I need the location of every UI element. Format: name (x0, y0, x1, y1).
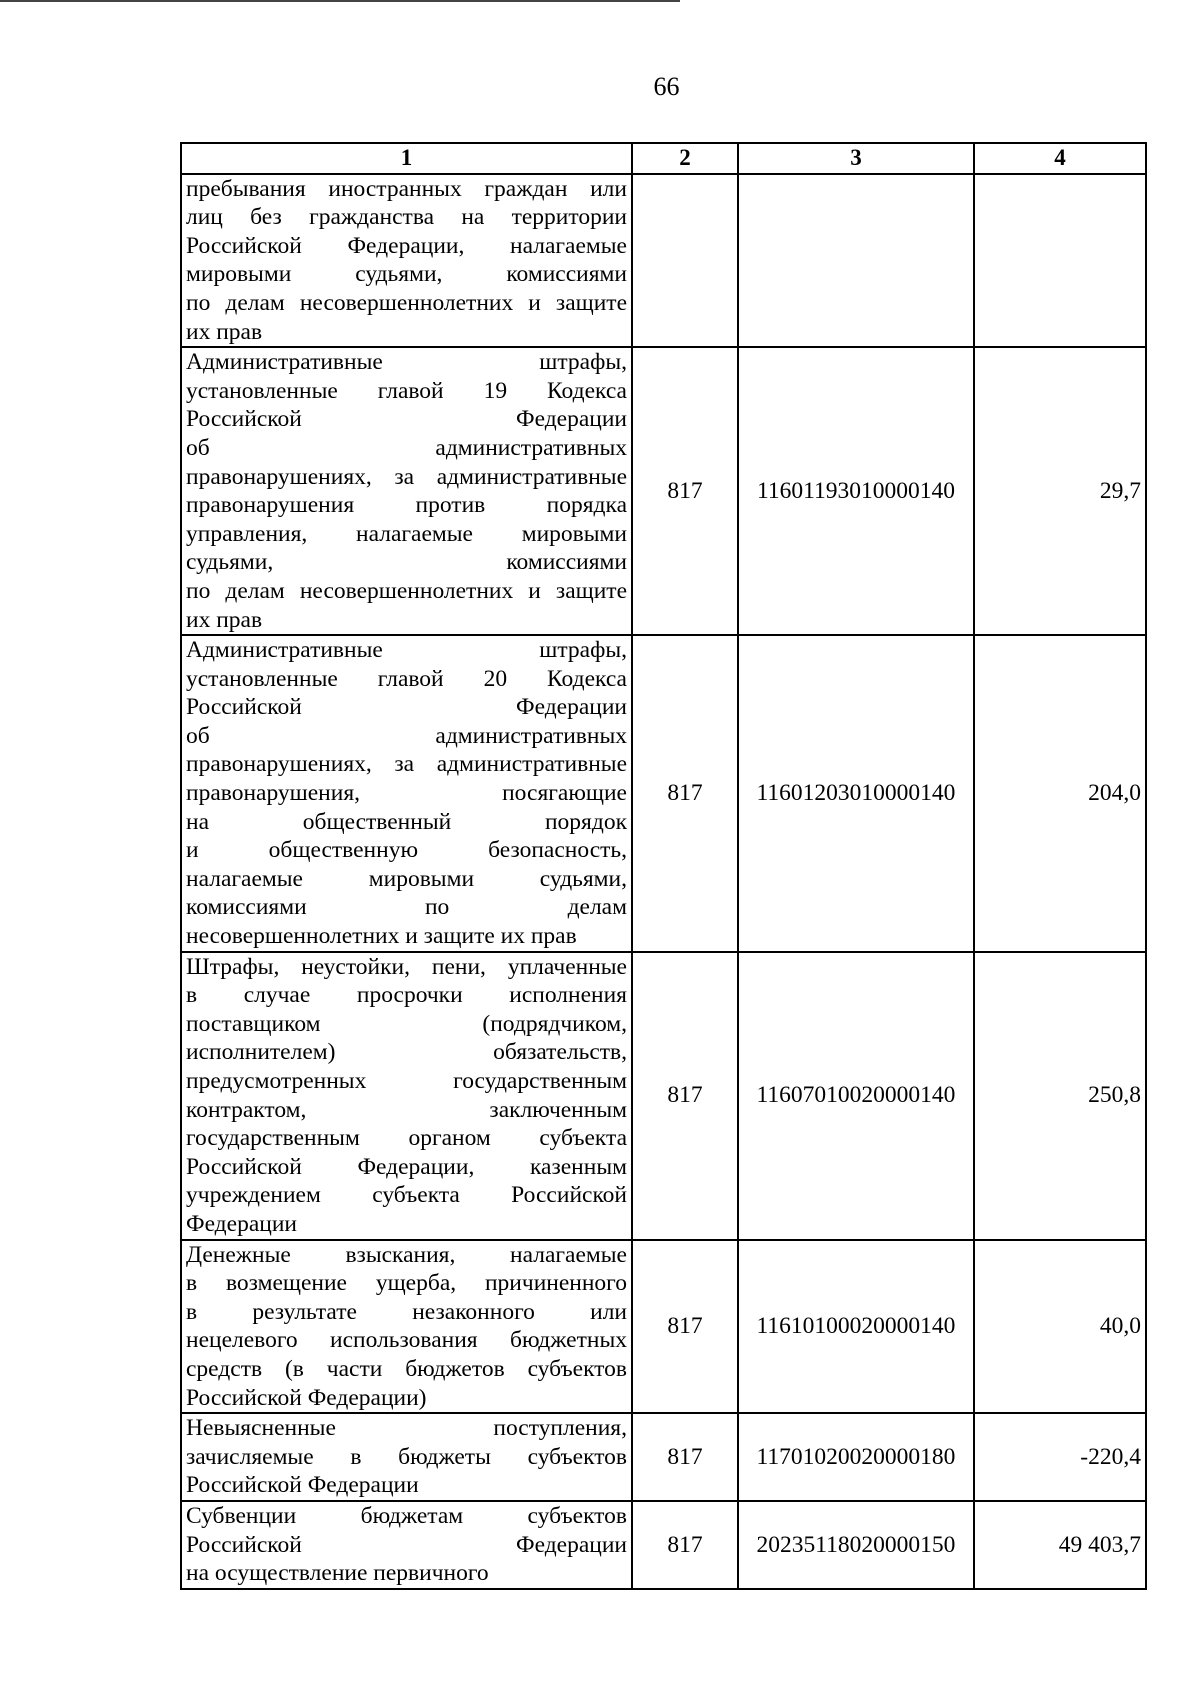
description-line: Российской Федерации (186, 406, 627, 433)
top-rule (0, 0, 680, 2)
table-row (181, 1413, 1146, 1501)
amount: -220,4 (974, 1413, 1146, 1501)
budget-classification-code: 11601203010000140 (738, 635, 974, 952)
amount: 29,7 (974, 347, 1146, 635)
description-line: на общественный порядок (186, 808, 627, 835)
admin-code: 817 (632, 1413, 738, 1501)
row-description (181, 1413, 632, 1501)
description-line: Российской Федерации) (186, 1384, 427, 1411)
amount: 49 403,7 (974, 1501, 1146, 1589)
row-description (181, 952, 632, 1240)
admin-code: 817 (632, 635, 738, 952)
admin-code (632, 174, 738, 348)
row-description (181, 1501, 632, 1589)
description-line: пребывания иностранных граждан или (186, 175, 627, 202)
description-line: на осуществление первичного (186, 1560, 489, 1587)
column-header-3: 3 (738, 143, 974, 174)
description-line: установленные главой 19 Кодекса (186, 377, 627, 404)
description-line: правонарушениях, за административные (186, 463, 627, 490)
description-line: предусмотренных государственным (186, 1068, 627, 1094)
description-line: в результате незаконного или (186, 1298, 627, 1325)
description-line: учреждением субъекта Российской (186, 1182, 627, 1209)
description-line: в возмещение ущерба, причиненного (186, 1270, 627, 1297)
budget-classification-code: 11601193010000140 (738, 347, 974, 635)
row-description (181, 347, 632, 635)
description-line: Российской Федерации (186, 1472, 419, 1499)
description-line: несовершеннолетних и защите их прав (186, 923, 577, 950)
description-line: Административные штрафы, (186, 349, 627, 376)
table-header-row (181, 143, 1146, 174)
column-header-1: 1 (181, 143, 632, 174)
table-row (181, 635, 1146, 952)
page-number: 66 (653, 72, 680, 101)
table-row (181, 1501, 1146, 1589)
description-line: их прав (186, 606, 263, 633)
description-line: Административные штрафы, (186, 637, 627, 664)
description-line: Штрафы, неустойки, пени, уплаченные (186, 953, 627, 980)
description-line: правонарушения против порядка (186, 492, 627, 519)
description-line: Российской Федерации (186, 694, 627, 721)
description-line: Денежные взыскания, налагаемые (186, 1241, 627, 1268)
description-line: государственным органом субъекта (186, 1125, 627, 1152)
description-line: по делам несовершеннолетних и защите (186, 289, 627, 316)
row-description (181, 1240, 632, 1414)
table-row (181, 952, 1146, 1240)
description-line: Субвенции бюджетам субъектов (186, 1502, 627, 1529)
table-body (181, 174, 1146, 1589)
table-row (181, 347, 1146, 635)
description-line: комиссиями по делам (186, 894, 627, 921)
description-line: поставщиком (подрядчиком, (186, 1010, 627, 1037)
budget-classification-code: 11607010020000140 (738, 952, 974, 1240)
description-line: об административных (186, 722, 627, 749)
description-line: в случае просрочки исполнения (186, 982, 627, 1009)
admin-code: 817 (632, 1501, 738, 1589)
admin-code: 817 (632, 952, 738, 1240)
admin-code: 817 (632, 1240, 738, 1414)
description-line: об административных (186, 434, 627, 461)
description-line: мировыми судьями, комиссиями (186, 261, 627, 288)
budget-classification-code: 11610100020000140 (738, 1240, 974, 1414)
table-row (181, 1240, 1146, 1414)
description-line: исполнителем) обязательств, (186, 1039, 627, 1066)
amount (974, 174, 1146, 348)
amount: 40,0 (974, 1240, 1146, 1414)
row-description (181, 174, 632, 348)
description-line: и общественную безопасность, (186, 837, 627, 864)
description-line: их прав (186, 318, 263, 345)
description-line: лиц без гражданства на территории (186, 204, 627, 231)
description-line: Невыясненные поступления, (186, 1415, 627, 1442)
description-line: Федерации (186, 1210, 297, 1237)
description-line: нецелевого использования бюджетных (186, 1327, 627, 1354)
description-line: по делам несовершеннолетних и защите (186, 577, 627, 604)
description-line: правонарушения, посягающие (186, 780, 627, 807)
budget-classification-code: 20235118020000150 (738, 1501, 974, 1589)
column-header-4: 4 (974, 143, 1146, 174)
budget-classification-code (738, 174, 974, 348)
description-line: Российской Федерации (186, 1531, 627, 1558)
amount: 250,8 (974, 952, 1146, 1240)
revenue-table (180, 142, 1147, 1590)
description-line: налагаемые мировыми судьями, (186, 865, 627, 892)
table-row (181, 174, 1146, 348)
column-header-2: 2 (632, 143, 738, 174)
description-line: средств (в части бюджетов субъектов (186, 1355, 627, 1382)
amount: 204,0 (974, 635, 1146, 952)
description-line: управления, налагаемые мировыми (186, 520, 627, 547)
description-line: контрактом, заключенным (186, 1096, 627, 1123)
description-line: установленные главой 20 Кодекса (186, 665, 627, 692)
description-line: судьями, комиссиями (186, 549, 627, 576)
description-line: Российской Федерации, налагаемые (186, 232, 627, 259)
row-description (181, 635, 632, 952)
description-line: правонарушениях, за административные (186, 751, 627, 778)
description-line: Российской Федерации, казенным (186, 1153, 627, 1180)
description-line: зачисляемые в бюджеты субъектов (186, 1443, 627, 1470)
budget-classification-code: 11701020020000180 (738, 1413, 974, 1501)
admin-code: 817 (632, 347, 738, 635)
